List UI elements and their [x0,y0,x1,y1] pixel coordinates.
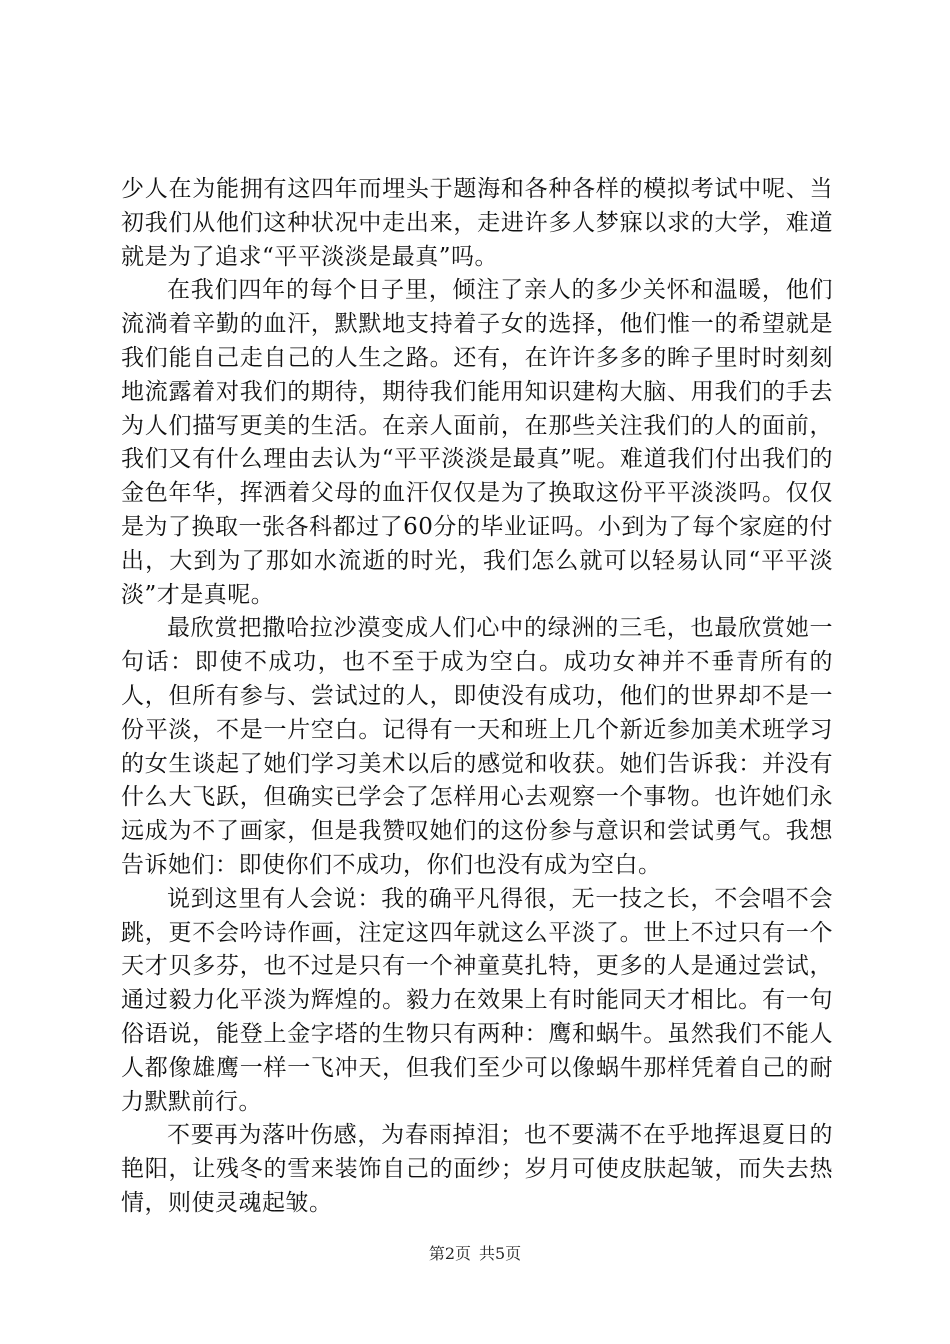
paragraph-2: 在我们四年的每个日子里，倾注了亲人的多少关怀和温暖，他们流淌着辛勤的血汗，默默地支持着子女的选择，他们惟一的希望就是我们能自己走自己的人生之路。还有，在许许多多的眸子里时时刻刻地流露着对我们的期待，期待我们能用知识建构大脑、用我们的手去为人们描写更美的生活。在亲人面前，在那些关注我们的人的面前，我们又有什么理由去认为“平平淡淡是最真”呢。难道我们付出我们的金色年华，挥洒着父母的血汗仅仅是为了换取这份平平淡淡吗。仅仅是为了换取一张各科都过了60分的毕业证吗。小到为了每个家庭的付出，大到为了那如水流逝的时光，我们怎么就可以轻易认同“平平淡淡”才是真呢。 [121,277,833,608]
paragraph-1: 少人在为能拥有这四年而埋头于题海和各种各样的模拟考试中呢、当初我们从他们这种状况中走出来，走进许多人梦寐以求的大学，难道就是为了追求“平平淡淡是最真”吗。 [121,176,833,270]
page-number: 第2页 [428,1244,471,1263]
page-footer [0,1244,950,1264]
page-total: 共5页 [479,1244,522,1263]
paragraph-5: 不要再为落叶伤感，为春雨掉泪；也不要满不在乎地挥退夏日的艳阳，让残冬的雪来装饰自己的面纱；岁月可使皮肤起皱，而失去热情，则使灵魂起皱。 [121,1122,833,1216]
paragraph-4: 说到这里有人会说：我的确平凡得很，无一技之长，不会唱不会跳，更不会吟诗作画，注定这四年就这么平淡了。世上不过只有一个天才贝多芬，也不过是只有一个神童莫扎特，更多的人是通过尝试，通过毅力化平淡为辉煌的。毅力在效果上有时能同天才相比。有一句俗语说，能登上金字塔的生物只有两种：鹰和蜗牛。虽然我们不能人人都像雄鹰一样一飞冲天，但我们至少可以像蜗牛那样凭着自己的耐力默默前行。 [121,885,833,1115]
document-body [121,173,833,1221]
paragraph-3: 最欣赏把撒哈拉沙漠变成人们心中的绿洲的三毛，也最欣赏她一句话：即使不成功，也不至于成为空白。成功女神并不垂青所有的人，但所有参与、尝试过的人，即使没有成功，他们的世界却不是一份平淡，不是一片空白。记得有一天和班上几个新近参加美术班学习的女生谈起了她们学习美术以后的感觉和收获。她们告诉我：并没有什么大飞跃，但确实已学会了怎样用心去观察一个事物。也许她们永远成为不了画家，但是我赞叹她们的这份参与意识和尝试勇气。我想告诉她们：即使你们不成功，你们也没有成为空白。 [121,615,833,878]
